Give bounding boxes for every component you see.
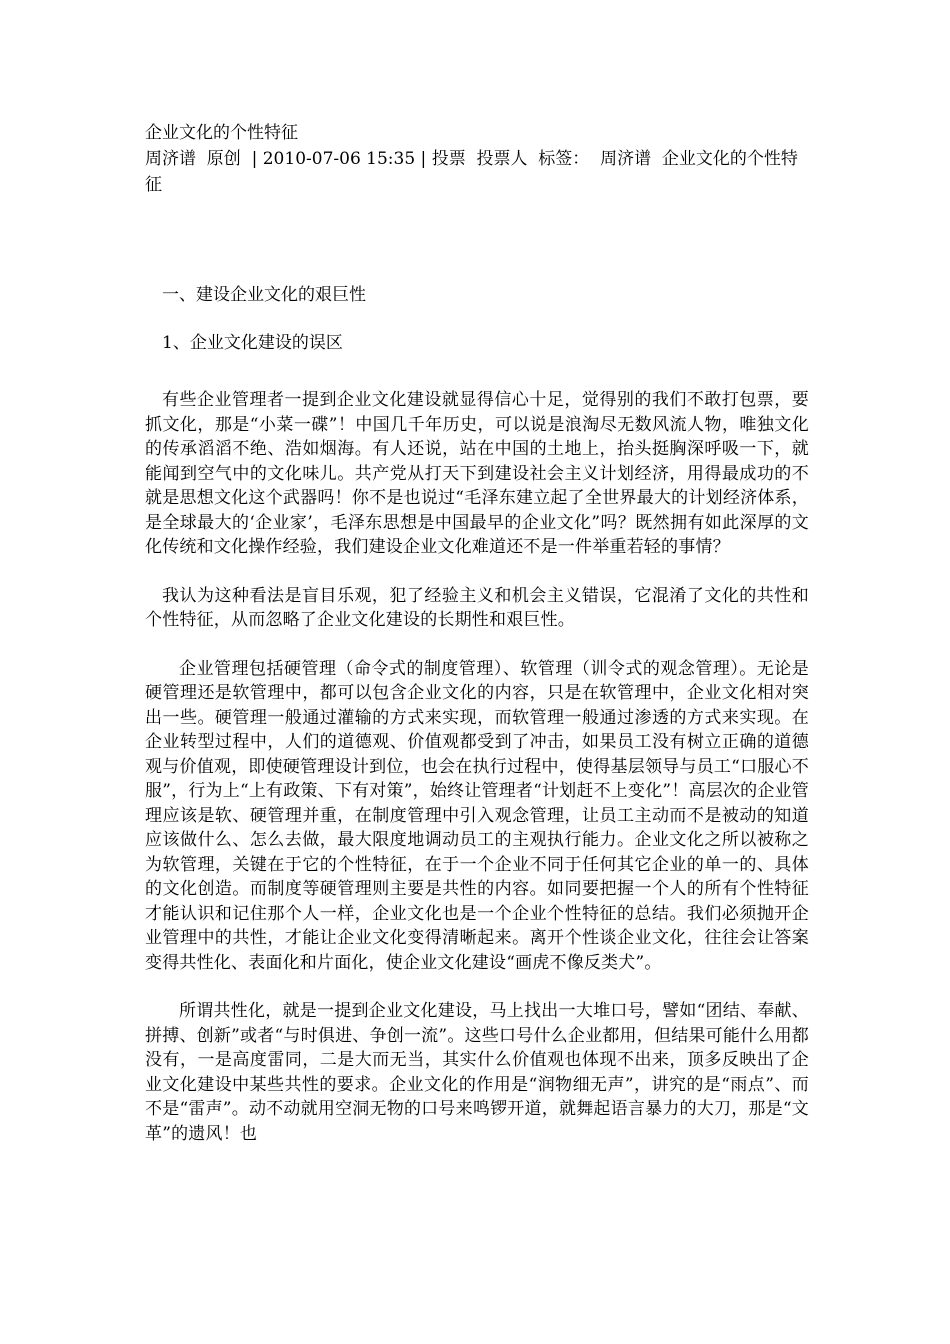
section-heading: 一、建设企业文化的艰巨性	[162, 285, 366, 305]
article-title: 企业文化的个性特征	[145, 123, 298, 143]
subsection-heading: 1、企业文化建设的误区	[162, 333, 343, 353]
paragraph: 我认为这种看法是盲目乐观，犯了经验主义和机会主义错误，它混淆了文化的共性和个性特征，从而忽略了企业文化建设的长期性和艰巨性。	[145, 585, 809, 630]
article-meta: 周济谱 原创 | 2010-07-06 15:35 | 投票 投票人 标签： 周济谱 企业文化的个性特征	[145, 149, 798, 195]
paragraph: 企业管理包括硬管理（命令式的制度管理）、软管理（训令式的观念管理）。无论是硬管理还是软管理中，都可以包含企业文化的内容，只是在软管理中，企业文化相对突出一些。硬管理一般通过灌输的方式来实现，而软管理一般通过渗透的方式来实现。在企业转型过程中，人们的道德观、价值观都受到了冲击，如果员工没有树立正确的道德观与价值观，即使硬管理设计到位，也会在执行过程中，使得基层领导与员工“口服心不服”，行为上“上有政策、下有对策”，始终让管理者“计划赶不上变化”！高层次的企业管理应该是软、硬管理并重，在制度管理中引入观念管理，让员工主动而不是被动的知道应该做什么、怎么去做，最大限度地调动员工的主观执行能力。企业文化之所以被称之为软管理，关键在于它的个性特征，在于一个企业不同于任何其它企业的单一的、具体的文化创造。而制度等硬管理则主要是共性的内容。如同要把握一个人的所有个性特征才能认识和记住那个人一样，企业文化也是一个企业个性特征的总结。我们必须抛开企业管理中的共性，才能让企业文化变得清晰起来。离开个性谈企业文化，往往会让答案变得共性化、表面化和片面化，使企业文化建设“画虎不像反类犬”。	[145, 658, 809, 973]
paragraph: 所谓共性化，就是一提到企业文化建设，马上找出一大堆口号，譬如“团结、奉献、拼搏、创新”或者“与时俱进、争创一流”。这些口号什么企业都用，但结果可能什么用都没有，一是高度雷同，二是大而无当，其实什么价值观也体现不出来，顶多反映出了企业文化建设中某些共性的要求。企业文化的作用是“润物细无声”，讲究的是“雨点”、而不是“雷声”。动不动就用空洞无物的口号来鸣锣开道，就舞起语言暴力的大刀，那是“文革”的遗风！也	[145, 1001, 809, 1144]
paragraph: 有些企业管理者一提到企业文化建设就显得信心十足，觉得别的我们不敢打包票，要抓文化，那是“小菜一碟”！中国几千年历史，可以说是浪淘尽无数风流人物，唯独文化的传承滔滔不绝、浩如烟海。有人还说，站在中国的土地上，抬头挺胸深呼吸一下，就能闻到空气中的文化味儿。共产党从打天下到建设社会主义计划经济，用得最成功的不就是思想文化这个武器吗！你不是也说过“毛泽东建立起了全世界最大的计划经济体系，是全球最大的‘企业家’，毛泽东思想是中国最早的企业文化”吗？既然拥有如此深厚的文化传统和文化操作经验，我们建设企业文化难道还不是一件举重若轻的事情？	[145, 390, 809, 557]
document-page	[145, 120, 809, 1146]
